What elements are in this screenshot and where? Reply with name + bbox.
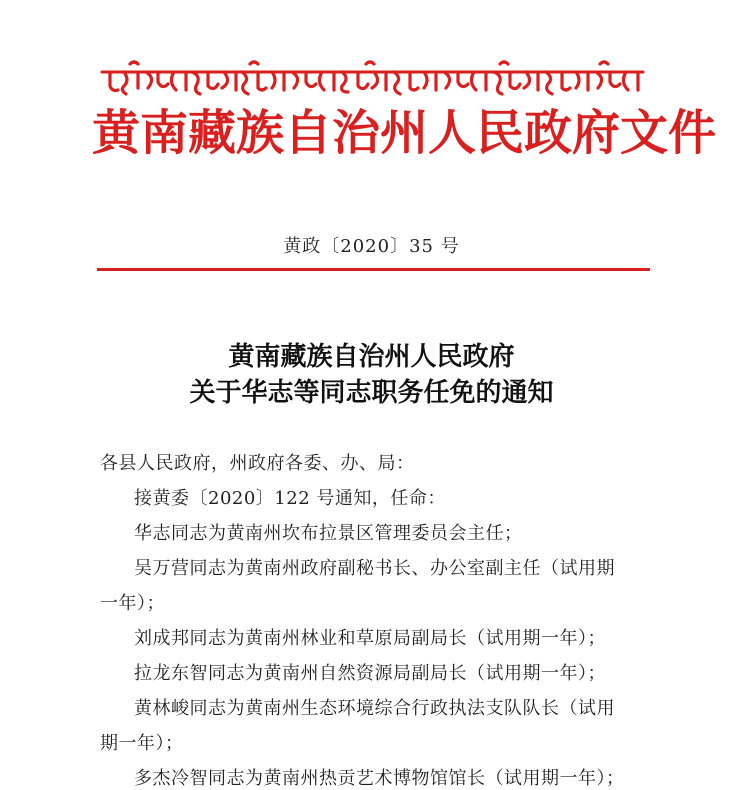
appointment-item-continuation: 一年）； (100, 593, 165, 614)
appointment-item: 刘成邦同志为黄南州林业和草原局副局长（试用期一年）； (134, 628, 606, 649)
document-number: 黄政〔2020〕35 号 (283, 236, 460, 257)
notice-title-line-2: 关于华志等同志职务任免的通知 (189, 378, 554, 408)
appointment-item-continuation: 期一年）； (100, 733, 184, 754)
notice-title-line-1: 黄南藏族自治州人民政府 (228, 342, 515, 372)
appointment-item: 吴万营同志为黄南州政府副秘书长、办公室副主任（试用期 (134, 558, 615, 579)
appointment-item: 拉龙东智同志为黄南州自然资源局副局长（试用期一年）； (134, 663, 606, 684)
tibetan-script-header (100, 60, 645, 100)
red-divider-line (97, 268, 650, 271)
intro-line: 接黄委〔2020〕122 号通知，任命： (134, 488, 446, 509)
appointment-item: 华志同志为黄南州坎布拉景区管理委员会主任； (134, 523, 523, 544)
appointment-item: 黄林峻同志为黄南州生态环境综合行政执法支队队长（试用 (134, 698, 615, 719)
masthead-title: 黄南藏族自治州人民政府文件 (92, 105, 717, 161)
appointment-item: 多杰冷智同志为黄南州热贡艺术博物馆馆长（试用期一年）； (134, 768, 625, 789)
recipients-line: 各县人民政府，州政府各委、办、局： (100, 453, 415, 474)
